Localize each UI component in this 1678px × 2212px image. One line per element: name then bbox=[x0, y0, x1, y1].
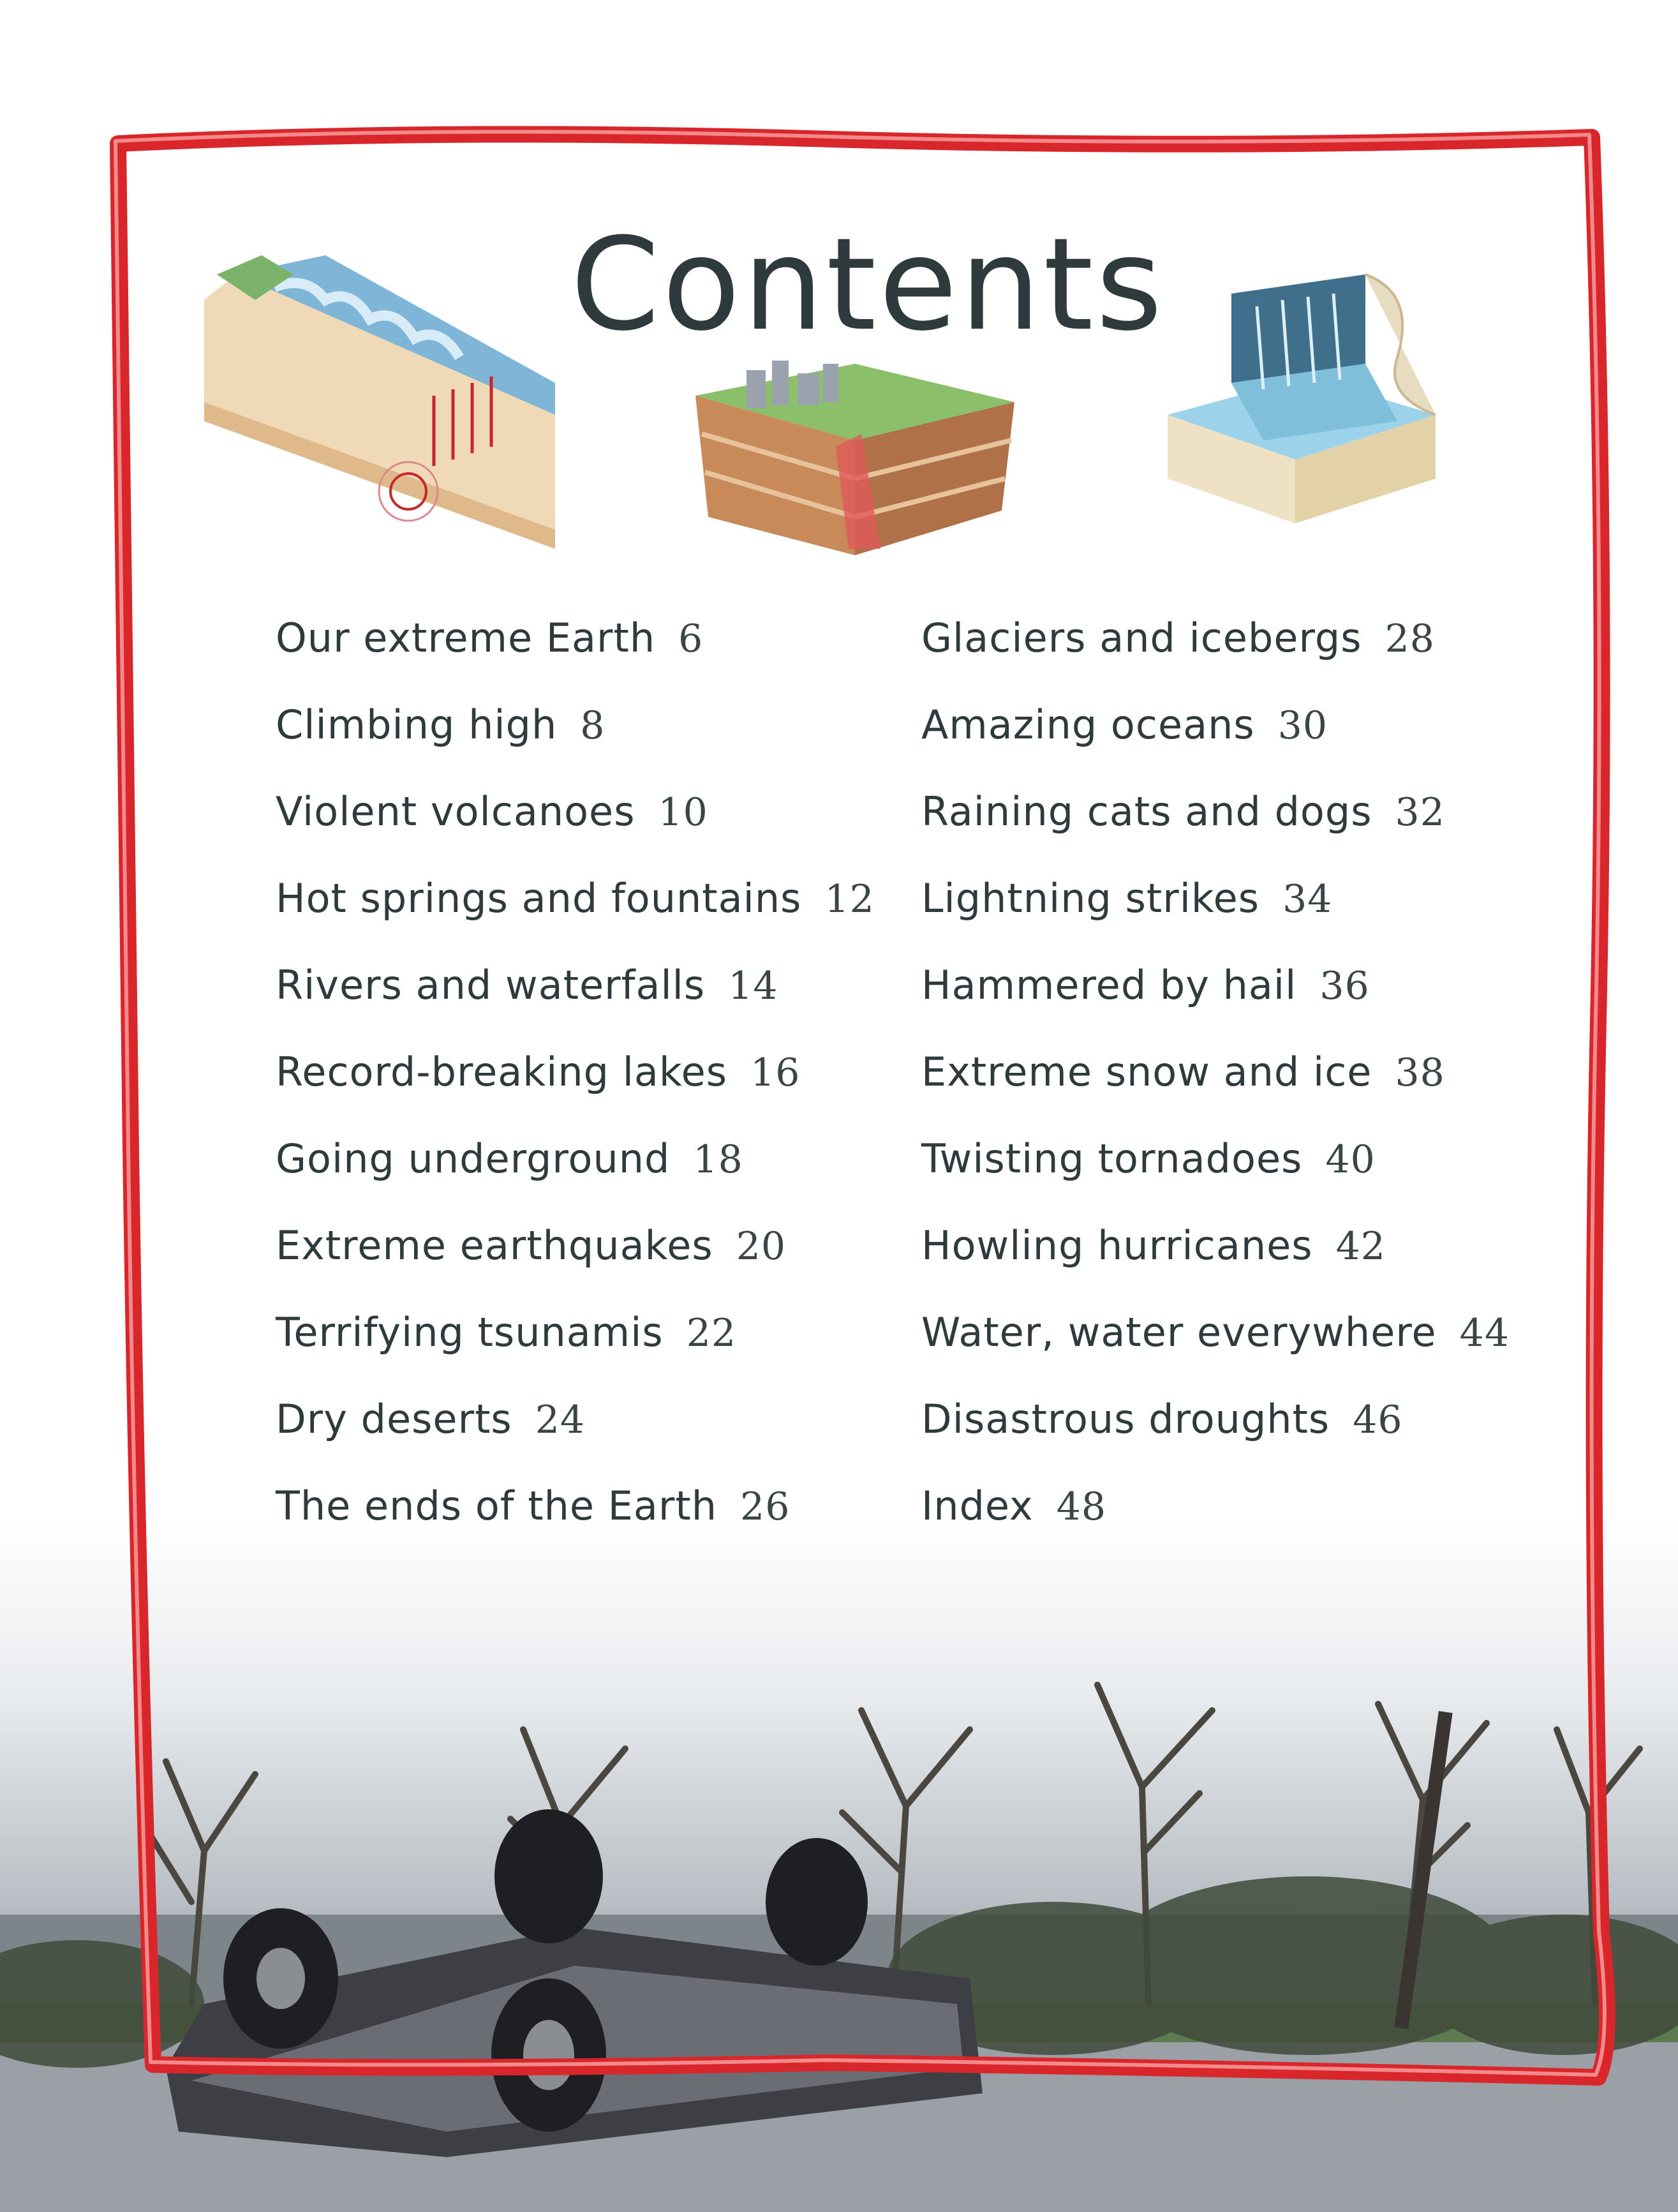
toc-entry-label: Twisting tornadoes bbox=[921, 1135, 1303, 1182]
toc-entry-label: Water, water everywhere bbox=[921, 1309, 1437, 1356]
toc-entry-label: Rivers and waterfalls bbox=[276, 962, 706, 1008]
toc-entry-page: 46 bbox=[1353, 1398, 1403, 1442]
toc-entry-label: Lightning strikes bbox=[921, 875, 1260, 922]
toc-entry-page: 6 bbox=[678, 617, 704, 661]
toc-entry[interactable] bbox=[921, 1301, 1510, 1387]
toc-entry-label: Index bbox=[921, 1483, 1034, 1529]
toc-entry-page: 30 bbox=[1277, 703, 1328, 748]
toc-entry[interactable] bbox=[921, 1387, 1510, 1474]
toc-entry-page: 26 bbox=[740, 1484, 791, 1529]
toc-entry-page: 28 bbox=[1385, 617, 1435, 661]
toc-entry-label: Hammered by hail bbox=[921, 962, 1297, 1008]
toc-entry[interactable] bbox=[921, 1474, 1510, 1561]
toc-entry-page: 22 bbox=[686, 1311, 737, 1356]
toc-entry[interactable] bbox=[276, 606, 875, 693]
toc-entry-label: Disastrous droughts bbox=[921, 1396, 1330, 1442]
toc-entry-label: The ends of the Earth bbox=[276, 1483, 718, 1529]
toc-entry[interactable] bbox=[921, 867, 1510, 953]
toc-entry-page: 38 bbox=[1395, 1050, 1445, 1095]
earthquake-city-cross-section-icon bbox=[689, 357, 1021, 562]
toc-entry[interactable] bbox=[921, 780, 1510, 867]
toc-entry-page: 40 bbox=[1325, 1137, 1376, 1182]
toc-entry-label: Glaciers and icebergs bbox=[921, 615, 1362, 661]
toc-entry[interactable] bbox=[921, 1127, 1510, 1214]
toc-entry[interactable] bbox=[921, 606, 1510, 693]
toc-entry-page: 36 bbox=[1319, 964, 1370, 1008]
toc-entry-page: 20 bbox=[736, 1224, 787, 1269]
toc-entry-page: 14 bbox=[728, 964, 778, 1008]
toc-entry-page: 8 bbox=[580, 703, 605, 748]
toc-entry-page: 34 bbox=[1282, 877, 1333, 922]
toc-entry-label: Dry deserts bbox=[276, 1396, 512, 1442]
tsunami-cross-section-icon bbox=[198, 249, 568, 549]
toc-entry-page: 24 bbox=[535, 1398, 586, 1442]
toc-entry[interactable] bbox=[276, 867, 875, 953]
waterfall-cross-section-icon bbox=[1155, 268, 1448, 536]
toc-entry-label: Record-breaking lakes bbox=[276, 1049, 728, 1095]
toc-entry[interactable] bbox=[276, 693, 875, 780]
toc-entry[interactable] bbox=[276, 1214, 875, 1301]
toc-right-column bbox=[921, 606, 1510, 1561]
toc-entry[interactable] bbox=[276, 1387, 875, 1474]
toc-entry[interactable] bbox=[276, 1474, 875, 1561]
toc-entry-page: 18 bbox=[693, 1137, 743, 1182]
toc-entry-page: 32 bbox=[1395, 790, 1445, 835]
toc-entry-label: Amazing oceans bbox=[921, 701, 1255, 748]
toc-entry[interactable] bbox=[276, 1040, 875, 1127]
toc-entry-page: 10 bbox=[658, 790, 708, 835]
toc-entry-label: Hot springs and fountains bbox=[276, 875, 802, 922]
toc-entry-page: 42 bbox=[1335, 1224, 1386, 1269]
toc-entry-label: Going underground bbox=[276, 1135, 671, 1182]
toc-entry[interactable] bbox=[276, 780, 875, 867]
toc-entry-label: Extreme snow and ice bbox=[921, 1049, 1372, 1095]
toc-entry[interactable] bbox=[921, 1040, 1510, 1127]
toc-entry-label: Terrifying tsunamis bbox=[276, 1309, 664, 1356]
toc-entry-label: Violent volcanoes bbox=[276, 788, 635, 835]
toc-entry-page: 12 bbox=[824, 877, 875, 922]
toc-entry-label: Climbing high bbox=[276, 701, 558, 748]
toc-entry[interactable] bbox=[276, 953, 875, 1040]
toc-entry-page: 48 bbox=[1056, 1484, 1107, 1529]
toc-entry-label: Howling hurricanes bbox=[921, 1222, 1313, 1269]
toc-entry-label: Extreme earthquakes bbox=[276, 1222, 713, 1269]
toc-entry-page: 44 bbox=[1459, 1311, 1510, 1356]
toc-entry-label: Our extreme Earth bbox=[276, 615, 656, 661]
toc-entry[interactable] bbox=[921, 1214, 1510, 1301]
page-title: Contents bbox=[570, 211, 1165, 359]
toc-entry[interactable] bbox=[921, 953, 1510, 1040]
storm-damage-photo bbox=[0, 1519, 1678, 2212]
toc-entry[interactable] bbox=[921, 693, 1510, 780]
toc-entry-page: 16 bbox=[750, 1050, 801, 1095]
toc-entry[interactable] bbox=[276, 1301, 875, 1387]
toc-left-column bbox=[276, 606, 875, 1561]
toc-entry[interactable] bbox=[276, 1127, 875, 1214]
toc-entry-label: Raining cats and dogs bbox=[921, 788, 1372, 835]
